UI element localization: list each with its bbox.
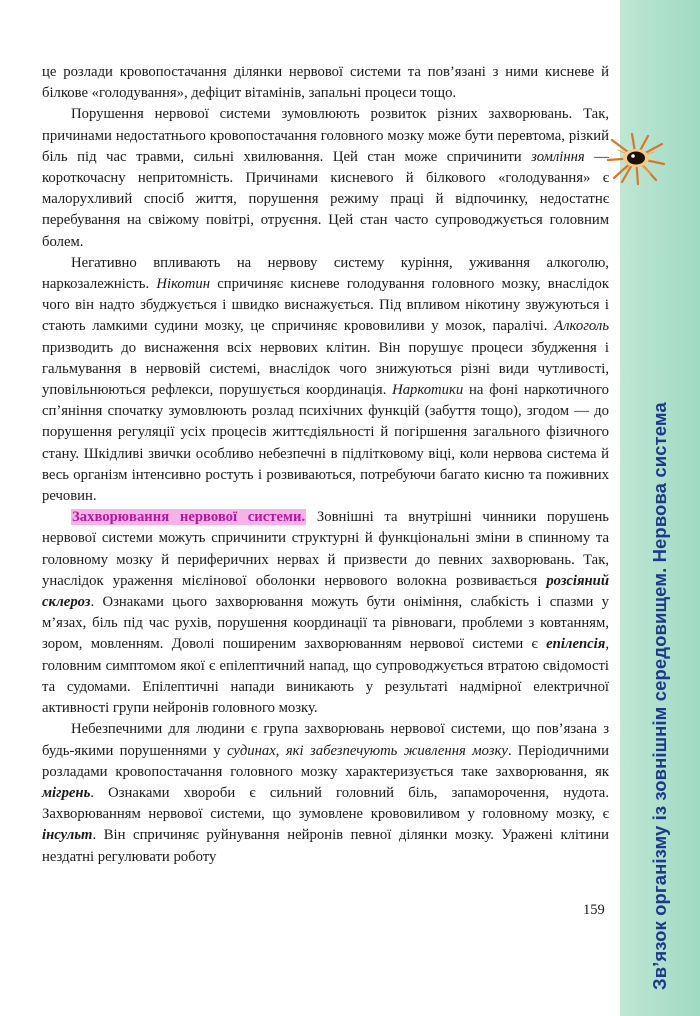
italic-term: Алкоголь: [554, 318, 609, 335]
italic-term: зомління: [531, 148, 585, 165]
text-run: Порушення нервової системи зумовлюють розвиток різних захворювань. Так, причинами недостатнього кровопостачання головного мозку може бути перевтома, різкий біль під час травми, сильні хвилювання. Цей стан може спричинити: [42, 106, 609, 165]
paragraph: [42, 507, 609, 719]
text-run: Небезпечними для людини є група захворювань нервової системи, що пов’язана з будь-якими порушеннями у: [42, 721, 609, 759]
italic-term: Наркотики: [392, 382, 464, 399]
body-text: [42, 62, 609, 868]
paragraph: [42, 104, 609, 252]
paragraph: [42, 62, 609, 104]
text-run: призводить до виснаження всіх нервових клітин. Він порушує процеси збудження і гальмування в нервовій системі, внаслідок чого знижуються різні види чутливості, уповільнюються рефлекси, порушується координація.: [42, 339, 609, 399]
text-run: Негативно впливають на нервову систему куріння, уживання алкоголю, наркозалежність.: [42, 254, 609, 293]
text-run: , головним симптомом якої є епілептичний напад, що супроводжується втратою свідомості та судомами. Епілептичні напади виникають у результаті надмірної електричної активності групи нейронів головного мозку.: [42, 636, 609, 717]
text-run: спричиняє кисневе голодування головного мозку, внаслідок чого він надто збуджується і швидко виснажується. Під впливом нікотину звужуються і стають ламкими судини мозку, це спричиняє крововиливи у мозок, паралічі.: [42, 276, 609, 335]
text-run: Зовнішні та внутрішні чинники порушень нервової системи можуть спричинити структурні й функціональні зміни в спинному та головному мозку й периферичних нервах й призвести до певних захворювань. Так, унаслідок ураження мієлінової оболонки нервового волокна розвивається: [42, 509, 609, 589]
key-term: розсіяний склероз: [42, 572, 609, 611]
key-term: мігрень: [42, 784, 91, 801]
text-run: . Ознаками хвороби є сильний головний біль, запаморочення, нудота. Захворюванням нервової системи, що зумовлене крововиливом у головному мозку, є: [42, 784, 609, 823]
text-run: це розлади кровопостачання ділянки нервової системи та пов’язані з ними кисневе й білкове «голодування», дефіцит вітамінів, запальні процеси тощо.: [42, 64, 609, 102]
text-run: . Ознаками цього захворювання можуть бути оніміння, слабкість і спазми у м’язах, біль під час рухів, порушення координації та рівноваги, проблеми з ковтанням, зором, мовленням. Доволі поширеним захворюванням нервової системи є: [42, 594, 609, 653]
italic-term: судинах, які забезпечують живлення мозку: [226, 742, 508, 759]
sidebar-chapter-title: Зв’язок організму із зовнішнім середовищем. Нервова система: [649, 402, 670, 990]
italic-term: Нікотин: [156, 276, 211, 293]
text-run: . Він спричиняє руйнування нейронів певної ділянки мозку. Уражені клітини нездатні регулювати роботу: [42, 827, 609, 865]
key-term: інсульт: [42, 827, 93, 844]
page-number: 159: [583, 902, 605, 918]
key-term: епілепсія: [546, 636, 606, 653]
paragraph: [42, 253, 609, 507]
text-run: . Періодичними розладами кровопостачання головного мозку характеризується таке захворювання, як: [42, 742, 609, 780]
eye-icon: [604, 130, 668, 186]
paragraph: [42, 719, 609, 867]
section-heading: Захворювання нервової системи.: [72, 509, 306, 526]
text-run: на фоні наркотичного сп’яніння спочатку зумовлюють розлад психічних функцій (забуття тощо), згодом — до порушення регуляції усіх процесів життєдіяльності й погіршення загального фізичного стану. Шкідливі звички особливо небезпечні в підлітковому віці, коли нервова система й весь організм інтенсивно ростуть і розвиваються, потребуючи багато кисню та поживних речовин.: [42, 382, 609, 505]
text-run: — короткочасну непритомність. Причинами кисневого й білкового «голодування» є малорухливий спосіб життя, порушення режиму праці й відпочинку, недостатнє перебування на свіжому повітрі, отруєння. Цей стан часто супроводжується головним болем.: [42, 148, 609, 250]
